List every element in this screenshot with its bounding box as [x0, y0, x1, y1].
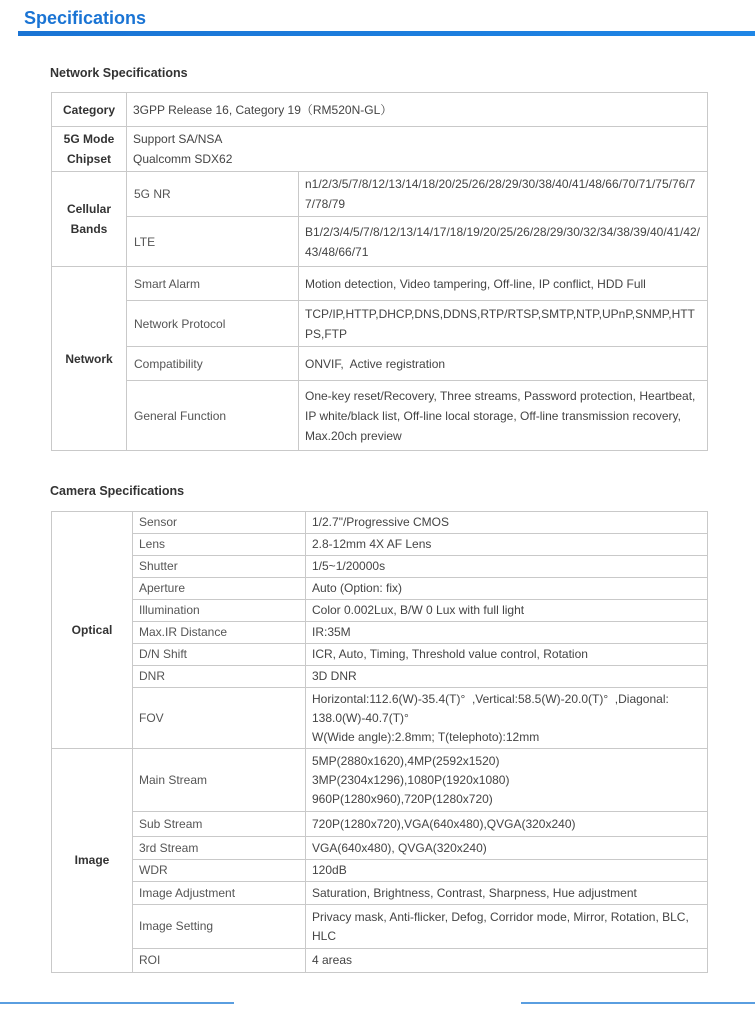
row-value: 3D DNR — [306, 666, 708, 688]
table-row — [52, 644, 708, 666]
lte-value: B1/2/3/4/5/7/8/12/13/14/17/18/19/20/25/26/28/29/30/32/34/38/39/40/41/42/43/48/66/71 — [299, 217, 708, 267]
row-label: ROI — [133, 949, 306, 973]
table-row — [52, 127, 708, 172]
chipset-line: Qualcomm SDX62 — [133, 152, 233, 166]
row-label: Compatibility — [127, 347, 299, 381]
row-label: Image Adjustment — [133, 882, 306, 905]
table-row — [52, 172, 708, 217]
table-row — [52, 217, 708, 267]
table-row — [52, 93, 708, 127]
fov-line: 138.0(W)-40.7(T)° — [312, 710, 409, 725]
row-label: Image Setting — [133, 905, 306, 949]
nr-value: n1/2/3/5/7/8/12/13/14/18/20/25/26/28/29/30/38/40/41/48/66/70/71/75/76/77/78/79 — [299, 172, 708, 217]
table-row — [52, 837, 708, 860]
row-label: Sub Stream — [133, 812, 306, 837]
row-label: Max.IR Distance — [133, 622, 306, 644]
row-label: Illumination — [133, 600, 306, 622]
main-stream-line: 960P(1280x960),720P(1280x720) — [312, 791, 493, 806]
row-value: ONVIF, Active registration — [299, 347, 708, 381]
row-value: 1/2.7"/Progressive CMOS — [306, 512, 708, 534]
cellular-bands-label: Cellular Bands — [52, 172, 127, 267]
table-row — [52, 600, 708, 622]
row-value: 4 areas — [306, 949, 708, 973]
camera-section-title: Camera Specifications — [50, 484, 185, 498]
title-underline-bar — [18, 31, 755, 36]
row-value: 2.8-12mm 4X AF Lens — [306, 534, 708, 556]
table-row — [52, 534, 708, 556]
row-label: Shutter — [133, 556, 306, 578]
footer-line-right — [521, 1002, 755, 1004]
row-value: 720P(1280x720),VGA(640x480),QVGA(320x240) — [306, 812, 708, 837]
chipset-label: 5G Mode Chipset — [52, 127, 127, 172]
row-value: VGA(640x480), QVGA(320x240) — [306, 837, 708, 860]
row-value: Motion detection, Video tampering, Off-line, IP conflict, HDD Full — [299, 267, 708, 301]
table-row — [52, 882, 708, 905]
camera-spec-table — [51, 511, 708, 973]
row-value: Color 0.002Lux, B/W 0 Lux with full light — [306, 600, 708, 622]
table-row — [52, 905, 708, 949]
row-value: Saturation, Brightness, Contrast, Sharpness, Hue adjustment — [306, 882, 708, 905]
optical-label: Optical — [52, 512, 133, 749]
chipset-line: Support SA/NSA — [133, 132, 223, 146]
category-label: Category — [52, 93, 127, 127]
table-row — [52, 860, 708, 882]
row-label: WDR — [133, 860, 306, 882]
fov-line: W(Wide angle):2.8mm; T(telephoto):12mm — [312, 729, 540, 744]
row-value: 120dB — [306, 860, 708, 882]
row-value: Privacy mask, Anti-flicker, Defog, Corridor mode, Mirror, Rotation, BLC, HLC — [306, 905, 708, 949]
main-stream-value — [306, 749, 708, 812]
table-row — [52, 949, 708, 973]
table-row — [52, 688, 708, 749]
nr-label: 5G NR — [127, 172, 299, 217]
table-row — [52, 666, 708, 688]
table-row — [52, 512, 708, 534]
fov-value — [306, 688, 708, 749]
table-row — [52, 347, 708, 381]
table-row — [52, 812, 708, 837]
main-stream-line: 3MP(2304x1296),1080P(1920x1080) — [312, 772, 510, 787]
table-row — [52, 556, 708, 578]
page-title: Specifications — [24, 8, 147, 28]
row-value: 1/5~1/20000s — [306, 556, 708, 578]
lte-label: LTE — [127, 217, 299, 267]
row-value: Auto (Option: fix) — [306, 578, 708, 600]
network-label: Network — [52, 267, 127, 451]
row-value: ICR, Auto, Timing, Threshold value control, Rotation — [306, 644, 708, 666]
fov-label: FOV — [133, 688, 306, 749]
footer-line-left — [0, 1002, 234, 1004]
row-label: Network Protocol — [127, 301, 299, 347]
row-value: IR:35M — [306, 622, 708, 644]
row-label: Smart Alarm — [127, 267, 299, 301]
row-value: One-key reset/Recovery, Three streams, Password protection, Heartbeat, IP white/black list, Off-line local storage, Off-line transmission recovery, Max.20ch preview — [299, 381, 708, 451]
image-label: Image — [52, 749, 133, 973]
main-stream-line: 5MP(2880x1620),4MP(2592x1520) — [312, 753, 500, 768]
chipset-value — [127, 127, 708, 172]
table-row — [52, 749, 708, 812]
row-label: Aperture — [133, 578, 306, 600]
network-spec-table — [51, 92, 708, 451]
table-row — [52, 622, 708, 644]
row-label: D/N Shift — [133, 644, 306, 666]
network-section-title: Network Specifications — [50, 66, 188, 80]
table-row — [52, 578, 708, 600]
category-value: 3GPP Release 16, Category 19（RM520N-GL） — [127, 93, 708, 127]
main-stream-label: Main Stream — [133, 749, 306, 812]
row-label: General Function — [127, 381, 299, 451]
table-row — [52, 267, 708, 301]
row-value: TCP/IP,HTTP,DHCP,DNS,DDNS,RTP/RTSP,SMTP,NTP,UPnP,SNMP,HTTPS,FTP — [299, 301, 708, 347]
table-row — [52, 301, 708, 347]
row-label: 3rd Stream — [133, 837, 306, 860]
row-label: Sensor — [133, 512, 306, 534]
row-label: Lens — [133, 534, 306, 556]
table-row — [52, 381, 708, 451]
fov-line: Horizontal:112.6(W)-35.4(T)° ,Vertical:58.5(W)-20.0(T)° ,Diagonal: — [312, 691, 669, 706]
row-label: DNR — [133, 666, 306, 688]
